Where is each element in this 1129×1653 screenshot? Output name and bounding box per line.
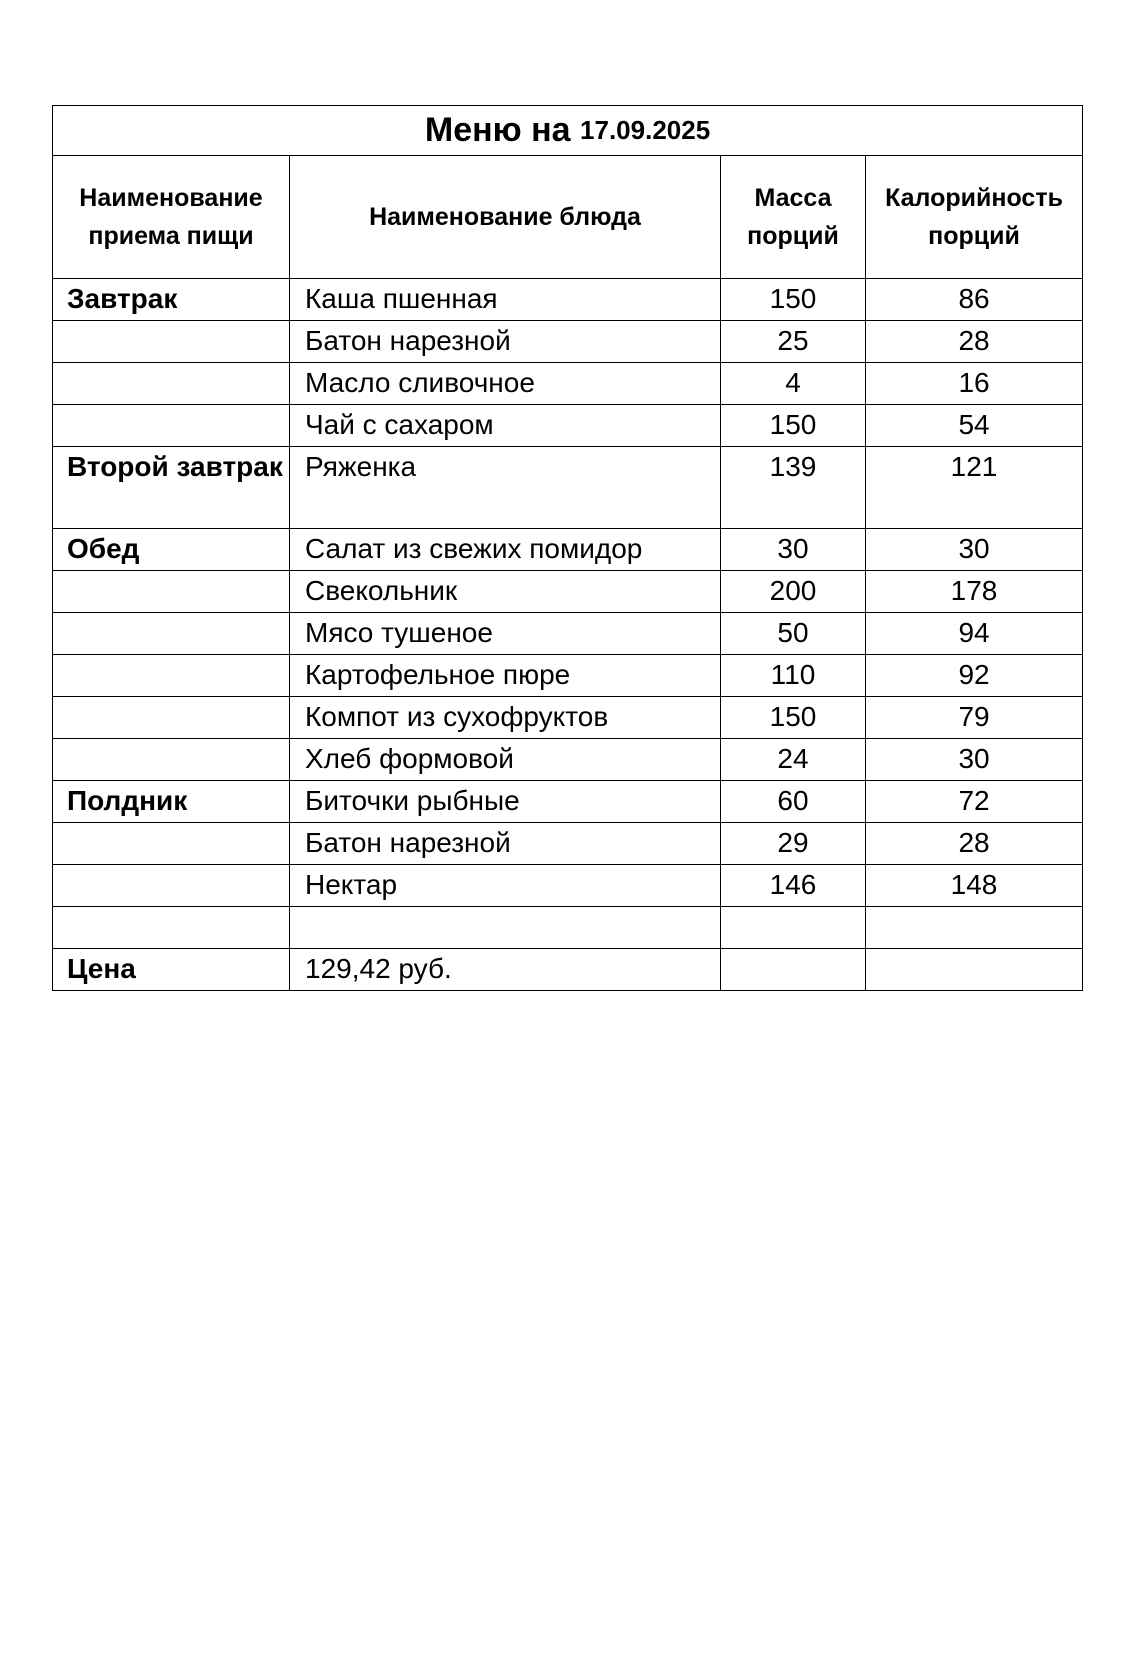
calories-cell: 86 <box>866 279 1083 321</box>
table-row <box>53 613 1083 655</box>
calories-cell: 121 <box>866 447 1083 529</box>
table-row <box>53 907 1083 949</box>
menu-rows <box>53 279 1083 949</box>
calories-cell: 148 <box>866 865 1083 907</box>
table-row <box>53 529 1083 571</box>
mass-cell: 150 <box>721 697 866 739</box>
meal-cell: Полдник <box>53 781 290 823</box>
table-row <box>53 363 1083 405</box>
mass-cell: 60 <box>721 781 866 823</box>
dish-cell: Батон нарезной <box>290 823 721 865</box>
table-row <box>53 865 1083 907</box>
calories-cell: 28 <box>866 321 1083 363</box>
calories-cell: 92 <box>866 655 1083 697</box>
dish-cell: Биточки рыбные <box>290 781 721 823</box>
meal-cell: Обед <box>53 529 290 571</box>
dish-cell: Каша пшенная <box>290 279 721 321</box>
menu-title <box>53 106 1083 156</box>
header-calories: Калорийность порций <box>866 156 1083 279</box>
meal-cell <box>53 739 290 781</box>
calories-cell: 30 <box>866 529 1083 571</box>
meal-cell <box>53 571 290 613</box>
price-label: Цена <box>53 949 290 991</box>
price-value: 129,42 руб. <box>290 949 721 991</box>
header-meal: Наименование приема пищи <box>53 156 290 279</box>
mass-cell: 25 <box>721 321 866 363</box>
dish-cell: Ряженка <box>290 447 721 529</box>
mass-cell: 139 <box>721 447 866 529</box>
calories-cell <box>866 907 1083 949</box>
dish-cell: Нектар <box>290 865 721 907</box>
table-row <box>53 655 1083 697</box>
meal-cell: Второй завтрак <box>53 447 290 529</box>
calories-cell: 79 <box>866 697 1083 739</box>
price-empty-calories <box>866 949 1083 991</box>
meal-cell <box>53 823 290 865</box>
calories-cell: 94 <box>866 613 1083 655</box>
meal-cell <box>53 613 290 655</box>
table-row <box>53 823 1083 865</box>
dish-cell: Свекольник <box>290 571 721 613</box>
dish-cell: Масло сливочное <box>290 363 721 405</box>
table-row <box>53 321 1083 363</box>
table-row <box>53 447 1083 529</box>
table-row <box>53 697 1083 739</box>
header-dish: Наименование блюда <box>290 156 721 279</box>
meal-cell <box>53 363 290 405</box>
dish-cell: Картофельное пюре <box>290 655 721 697</box>
calories-cell: 16 <box>866 363 1083 405</box>
mass-cell: 29 <box>721 823 866 865</box>
title-row <box>53 106 1083 156</box>
mass-cell: 50 <box>721 613 866 655</box>
meal-cell <box>53 907 290 949</box>
table-row <box>53 405 1083 447</box>
dish-cell: Хлеб формовой <box>290 739 721 781</box>
table-row <box>53 571 1083 613</box>
calories-cell: 178 <box>866 571 1083 613</box>
menu-title-prefix: Меню на <box>424 110 571 149</box>
dish-cell: Батон нарезной <box>290 321 721 363</box>
mass-cell: 30 <box>721 529 866 571</box>
mass-cell: 24 <box>721 739 866 781</box>
menu-table-body <box>53 106 1083 279</box>
header-row <box>53 156 1083 279</box>
price-empty-mass <box>721 949 866 991</box>
meal-cell <box>53 865 290 907</box>
dish-cell: Салат из свежих помидор <box>290 529 721 571</box>
mass-cell: 110 <box>721 655 866 697</box>
meal-cell: Завтрак <box>53 279 290 321</box>
header-mass: Масса порций <box>721 156 866 279</box>
mass-cell <box>721 907 866 949</box>
mass-cell: 150 <box>721 405 866 447</box>
calories-cell: 28 <box>866 823 1083 865</box>
calories-cell: 30 <box>866 739 1083 781</box>
table-row <box>53 279 1083 321</box>
meal-cell <box>53 321 290 363</box>
meal-cell <box>53 405 290 447</box>
table-row <box>53 781 1083 823</box>
table-row <box>53 739 1083 781</box>
price-section <box>53 949 1083 991</box>
menu-table <box>52 105 1083 991</box>
meal-cell <box>53 655 290 697</box>
dish-cell: Мясо тушеное <box>290 613 721 655</box>
price-row <box>53 949 1083 991</box>
meal-cell <box>53 697 290 739</box>
dish-cell <box>290 907 721 949</box>
mass-cell: 146 <box>721 865 866 907</box>
menu-date: 17.09.2025 <box>580 114 711 145</box>
calories-cell: 54 <box>866 405 1083 447</box>
mass-cell: 200 <box>721 571 866 613</box>
mass-cell: 150 <box>721 279 866 321</box>
dish-cell: Чай с сахаром <box>290 405 721 447</box>
mass-cell: 4 <box>721 363 866 405</box>
calories-cell: 72 <box>866 781 1083 823</box>
dish-cell: Компот из сухофруктов <box>290 697 721 739</box>
